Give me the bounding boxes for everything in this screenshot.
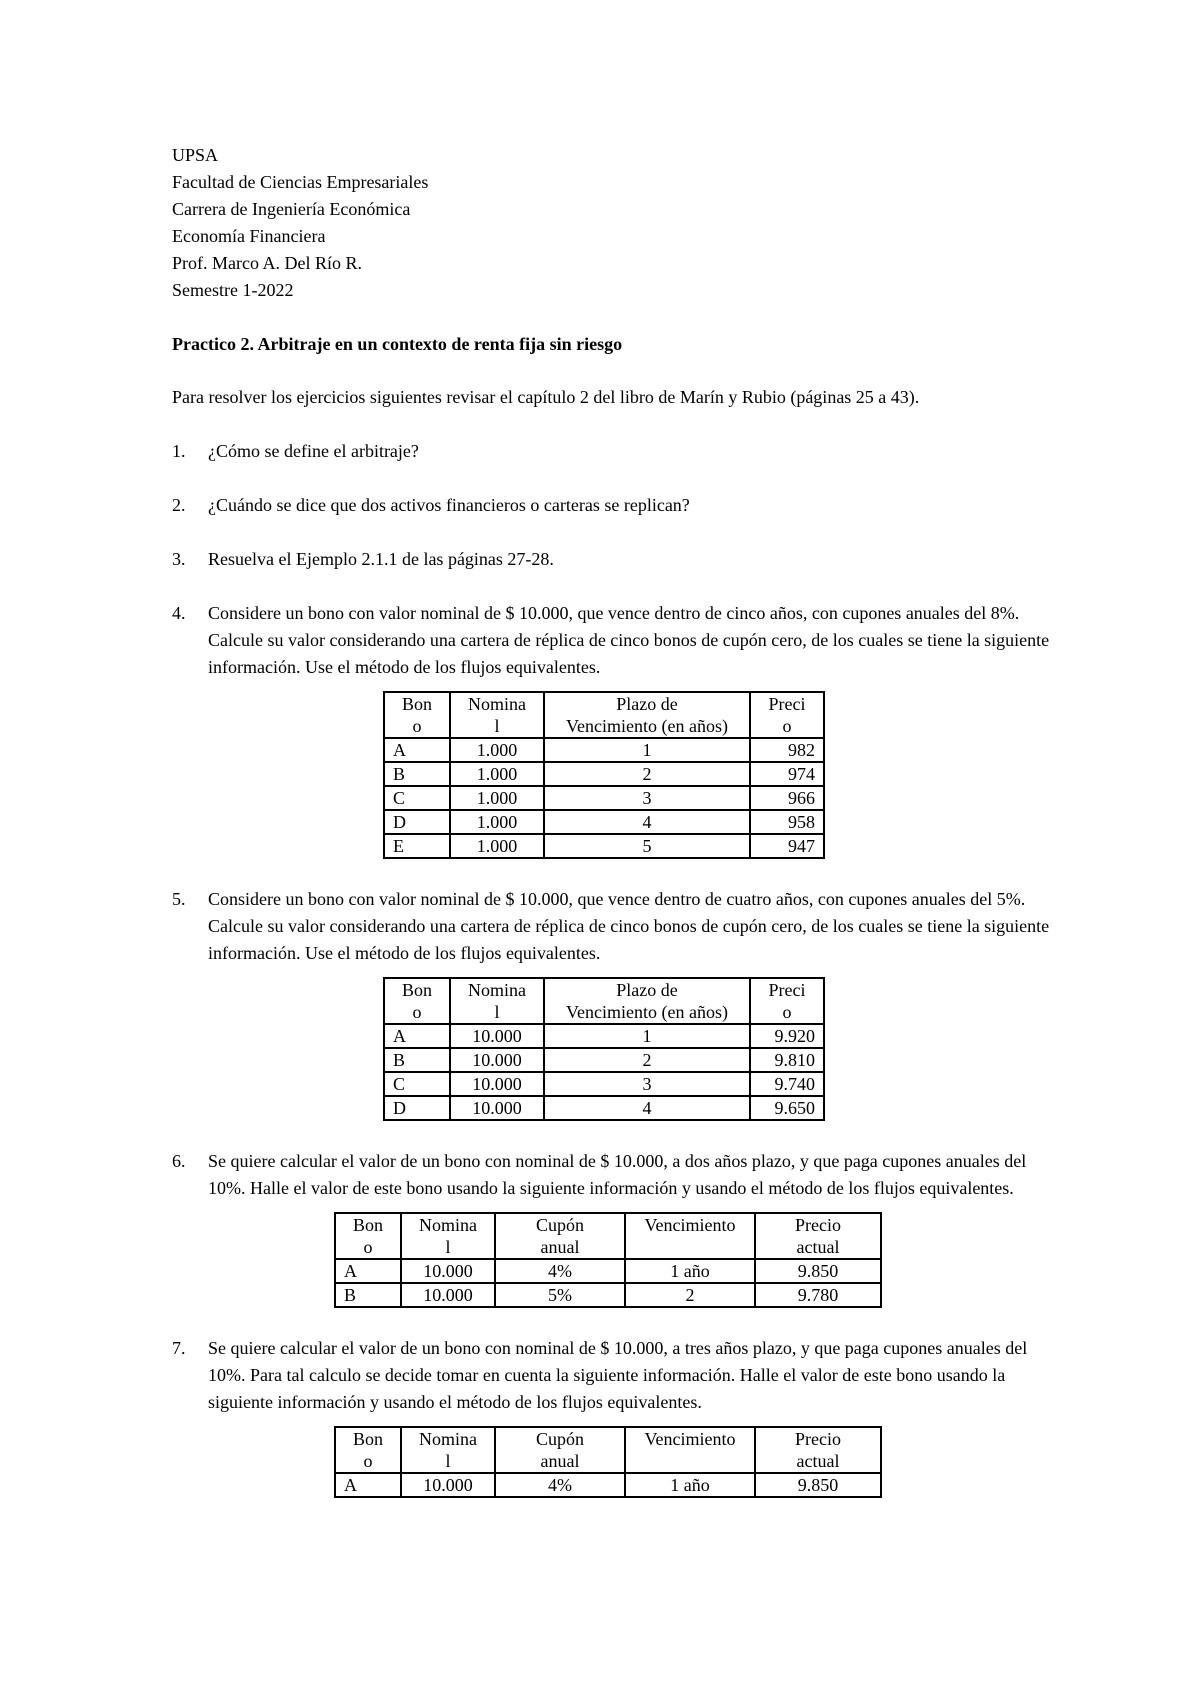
table-cell: 4% bbox=[495, 1259, 625, 1283]
question-text: Considere un bono con valor nominal de $ 10.000, que vence dentro de cuatro años, con cupones anuales del 5%. Calcule su valor considerando una cartera de réplica de cinco bonos de cupón cero, de los cuales se tiene la siguiente información. Use el método de los flujos equivalentes. bbox=[208, 889, 1050, 963]
table-cell: 947 bbox=[750, 834, 824, 858]
table-cell: C bbox=[384, 1072, 450, 1096]
question-1 bbox=[172, 438, 1052, 465]
table-cell: 1 bbox=[544, 738, 750, 762]
table-row bbox=[384, 1096, 824, 1120]
table-cell: 10.000 bbox=[401, 1259, 495, 1283]
table-header-cell: Plazo de Vencimiento (en años) bbox=[544, 692, 750, 738]
table-cell: 1 bbox=[544, 1024, 750, 1048]
table-cell: 4% bbox=[495, 1473, 625, 1497]
question-number: 2. bbox=[172, 495, 186, 515]
table-header-cell: Bon o bbox=[384, 692, 450, 738]
question-7 bbox=[172, 1335, 1052, 1416]
table-cell: A bbox=[335, 1259, 401, 1283]
table-header-row bbox=[384, 978, 824, 1024]
table-header-cell: Plazo de Vencimiento (en años) bbox=[544, 978, 750, 1024]
question-number: 6. bbox=[172, 1151, 186, 1171]
table-header-cell: Cupón anual bbox=[495, 1213, 625, 1259]
question-text: Considere un bono con valor nominal de $ 10.000, que vence dentro de cinco años, con cupones anuales del 8%. Calcule su valor considerando una cartera de réplica de cinco bonos de cupón cero, de los cuales se tiene la siguiente información. Use el método de los flujos equivalentes. bbox=[208, 603, 1050, 677]
table-cell: 10.000 bbox=[401, 1473, 495, 1497]
table-header-cell: Precio actual bbox=[755, 1213, 881, 1259]
table-cell: 10.000 bbox=[450, 1072, 544, 1096]
header-course: Economía Financiera bbox=[172, 226, 326, 246]
table-cell: 10.000 bbox=[450, 1048, 544, 1072]
header-faculty: Facultad de Ciencias Empresariales bbox=[172, 172, 429, 192]
table-row bbox=[335, 1473, 881, 1497]
question-3 bbox=[172, 546, 1052, 573]
header-career: Carrera de Ingeniería Económica bbox=[172, 199, 411, 219]
table-cell: 1 año bbox=[625, 1473, 755, 1497]
table-cell: E bbox=[384, 834, 450, 858]
table-cell: B bbox=[335, 1283, 401, 1307]
header-university: UPSA bbox=[172, 145, 219, 165]
table-cell: C bbox=[384, 786, 450, 810]
header-semester: Semestre 1-2022 bbox=[172, 280, 294, 300]
table-cell: D bbox=[384, 810, 450, 834]
table-cell: 9.740 bbox=[750, 1072, 824, 1096]
table-header-cell: Nomina l bbox=[450, 692, 544, 738]
table-row bbox=[384, 738, 824, 762]
table-header-cell: Vencimiento bbox=[625, 1213, 755, 1259]
table-cell: 3 bbox=[544, 1072, 750, 1096]
table-cell: 9.850 bbox=[755, 1473, 881, 1497]
table-cell: B bbox=[384, 762, 450, 786]
question-text: Resuelva el Ejemplo 2.1.1 de las páginas 27-28. bbox=[208, 549, 554, 569]
table-cell: A bbox=[335, 1473, 401, 1497]
table-cell: A bbox=[384, 1024, 450, 1048]
question-2 bbox=[172, 492, 1052, 519]
table-cell: A bbox=[384, 738, 450, 762]
table-header-cell: Nomina l bbox=[450, 978, 544, 1024]
bond-table-7 bbox=[334, 1426, 882, 1498]
table-cell: 10.000 bbox=[450, 1024, 544, 1048]
question-number: 4. bbox=[172, 603, 186, 623]
bond-table-6 bbox=[334, 1212, 882, 1308]
table-cell: 4 bbox=[544, 810, 750, 834]
header-professor: Prof. Marco A. Del Río R. bbox=[172, 253, 362, 273]
table-header-cell: Bon o bbox=[335, 1213, 401, 1259]
question-text: Se quiere calcular el valor de un bono con nominal de $ 10.000, a tres años plazo, y que paga cupones anuales del 10%. Para tal calculo se decide tomar en cuenta la siguiente información. Halle el valor de este bono usando la siguiente información y usando el método de los flujos equivalentes. bbox=[208, 1338, 1028, 1412]
table-cell: B bbox=[384, 1048, 450, 1072]
table-cell: 9.780 bbox=[755, 1283, 881, 1307]
table-header-cell: Preci o bbox=[750, 978, 824, 1024]
table-cell: 3 bbox=[544, 786, 750, 810]
table-cell: D bbox=[384, 1096, 450, 1120]
table-header-cell: Precio actual bbox=[755, 1427, 881, 1473]
table-cell: 9.810 bbox=[750, 1048, 824, 1072]
table-header-cell: Preci o bbox=[750, 692, 824, 738]
table-cell: 1.000 bbox=[450, 786, 544, 810]
table-cell: 1.000 bbox=[450, 810, 544, 834]
intro-paragraph: Para resolver los ejercicios siguientes revisar el capítulo 2 del libro de Marín y Rubio (páginas 25 a 43). bbox=[172, 387, 920, 407]
document-title: Practico 2. Arbitraje en un contexto de renta fija sin riesgo bbox=[172, 334, 623, 354]
table-cell: 2 bbox=[544, 762, 750, 786]
table-cell: 958 bbox=[750, 810, 824, 834]
table-header-row bbox=[384, 692, 824, 738]
table-cell: 1 año bbox=[625, 1259, 755, 1283]
table-row bbox=[384, 762, 824, 786]
table-row bbox=[384, 1072, 824, 1096]
table-header-cell: Cupón anual bbox=[495, 1427, 625, 1473]
table-cell: 9.650 bbox=[750, 1096, 824, 1120]
table-cell: 2 bbox=[544, 1048, 750, 1072]
table-cell: 9.920 bbox=[750, 1024, 824, 1048]
table-cell: 1.000 bbox=[450, 834, 544, 858]
table-cell: 2 bbox=[625, 1283, 755, 1307]
table-cell: 10.000 bbox=[401, 1283, 495, 1307]
table-cell: 9.850 bbox=[755, 1259, 881, 1283]
document-content bbox=[172, 142, 1052, 1498]
table-header-cell: Nomina l bbox=[401, 1427, 495, 1473]
table-cell: 1.000 bbox=[450, 738, 544, 762]
question-number: 3. bbox=[172, 549, 186, 569]
table-cell: 4 bbox=[544, 1096, 750, 1120]
table-row bbox=[384, 1048, 824, 1072]
question-number: 7. bbox=[172, 1338, 186, 1358]
question-6 bbox=[172, 1148, 1052, 1202]
question-text: ¿Cuándo se dice que dos activos financieros o carteras se replican? bbox=[208, 495, 690, 515]
table-header-cell: Nomina l bbox=[401, 1213, 495, 1259]
bond-table-4 bbox=[383, 691, 825, 859]
question-number: 1. bbox=[172, 441, 186, 461]
table-row bbox=[335, 1283, 881, 1307]
table-cell: 966 bbox=[750, 786, 824, 810]
table-header-row bbox=[335, 1427, 881, 1473]
question-text: ¿Cómo se define el arbitraje? bbox=[208, 441, 419, 461]
document-header bbox=[172, 142, 1052, 304]
table-cell: 5 bbox=[544, 834, 750, 858]
table-header-cell: Bon o bbox=[335, 1427, 401, 1473]
table-cell: 982 bbox=[750, 738, 824, 762]
table-row bbox=[384, 810, 824, 834]
table-cell: 10.000 bbox=[450, 1096, 544, 1120]
table-header-cell: Bon o bbox=[384, 978, 450, 1024]
table-row bbox=[384, 834, 824, 858]
question-number: 5. bbox=[172, 889, 186, 909]
question-5 bbox=[172, 886, 1052, 967]
table-header-cell: Vencimiento bbox=[625, 1427, 755, 1473]
question-4 bbox=[172, 600, 1052, 681]
table-row bbox=[335, 1259, 881, 1283]
table-cell: 974 bbox=[750, 762, 824, 786]
table-cell: 1.000 bbox=[450, 762, 544, 786]
table-row bbox=[384, 786, 824, 810]
table-cell: 5% bbox=[495, 1283, 625, 1307]
table-header-row bbox=[335, 1213, 881, 1259]
bond-table-5 bbox=[383, 977, 825, 1121]
table-row bbox=[384, 1024, 824, 1048]
question-text: Se quiere calcular el valor de un bono con nominal de $ 10.000, a dos años plazo, y que paga cupones anuales del 10%. Halle el valor de este bono usando la siguiente información y usando el método de los flujos equivalentes. bbox=[208, 1151, 1027, 1198]
